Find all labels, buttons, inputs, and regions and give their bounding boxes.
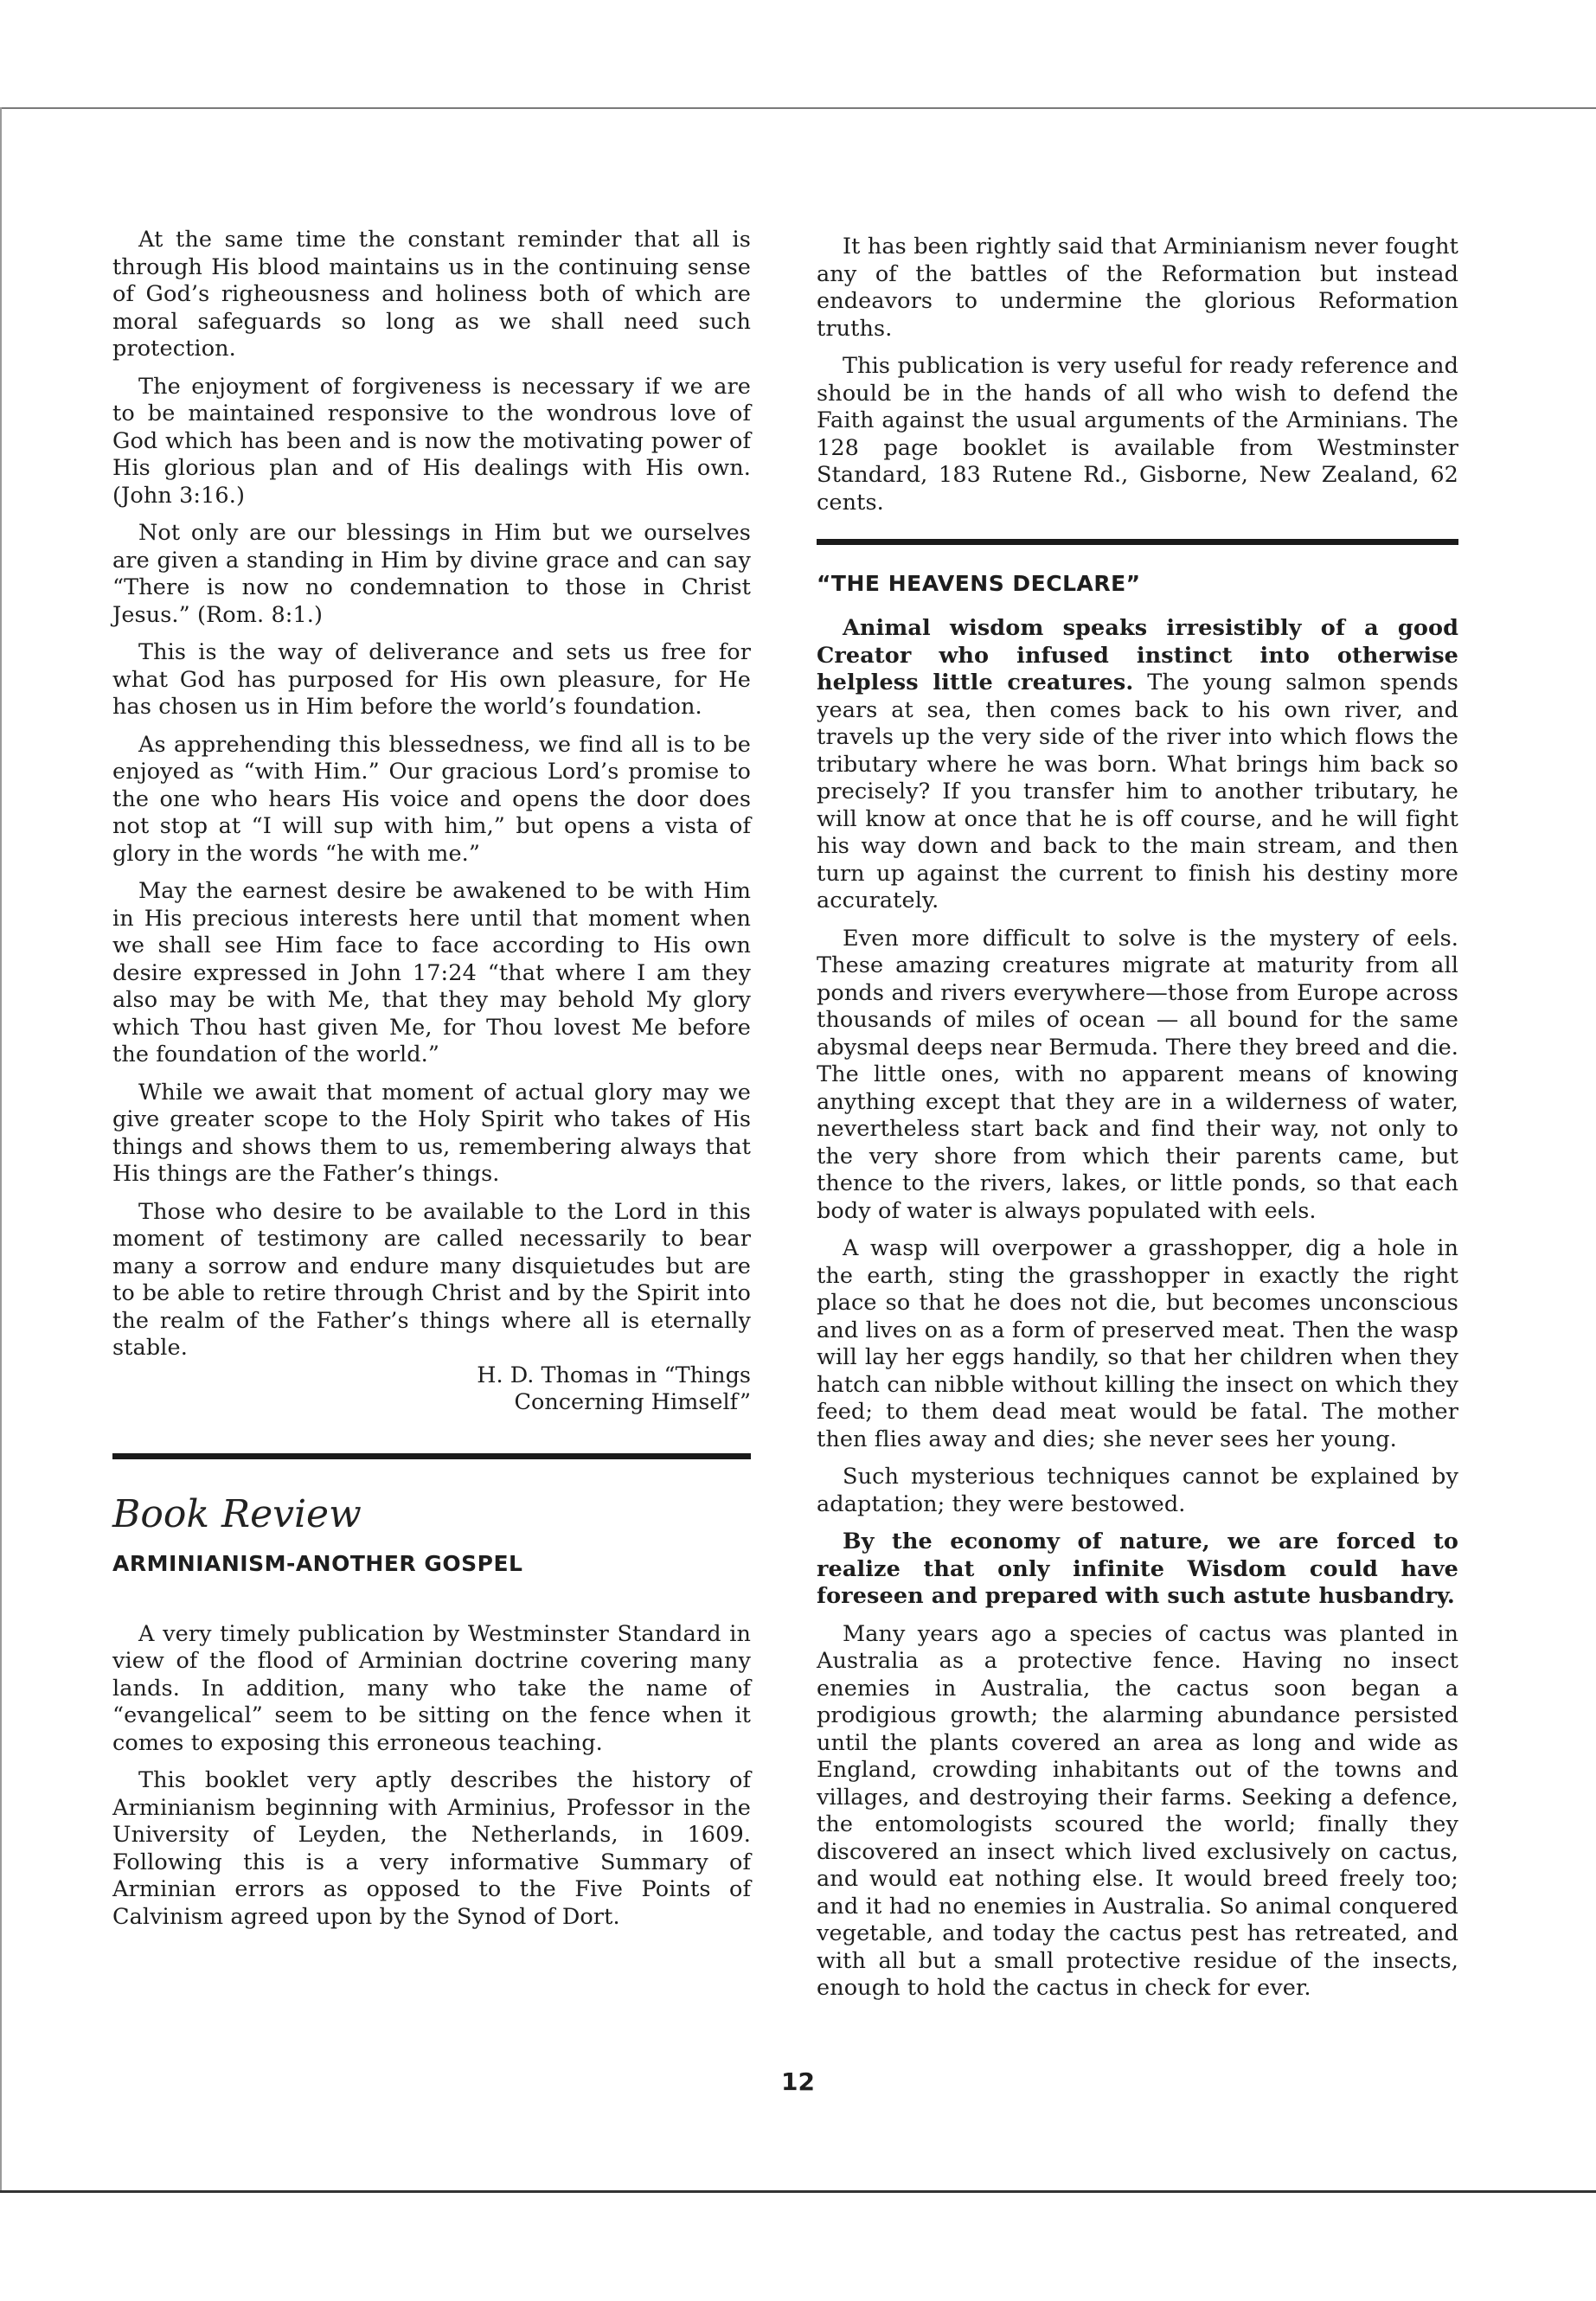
- paragraph: This publication is very useful for ready reference and should be in the hands of all who wish to defend the Faith against the usual arguments of the Arminians. The 128 page booklet is available from Westminster Standard, 183 Rutene Rd., Gisborne, New Zealand, 62 cents.: [817, 353, 1458, 516]
- attribution: [112, 1362, 751, 1417]
- left-column: [112, 227, 751, 1941]
- attribution-line: H. D. Thomas in “Things: [477, 1362, 751, 1388]
- bold-paragraph: By the economy of nature, we are forced to realize that only infinite Wisdom could have foreseen and prepared with such astute husbandry.: [817, 1529, 1458, 1609]
- page-number: 12: [781, 2067, 815, 2096]
- page-top-border: [0, 107, 1596, 109]
- paragraph: Such mysterious techniques cannot be explained by adaptation; they were bestowed.: [817, 1464, 1458, 1517]
- paragraph: May the earnest desire be awakened to be with Him in His precious interests here until that moment when we shall see Him face to face according to His own desire expressed in John 17:24 “that where I am they also may be with Me, that they may behold My glory which Thou hast given Me, for Thou lovest Me before the foundation of the world.”: [112, 878, 751, 1067]
- attribution-line: Concerning Himself”: [514, 1389, 751, 1415]
- paragraph: It has been rightly said that Arminianism never fought any of the battles of the Reformation but instead endeavors to undermine the glorious Reformation truths.: [817, 234, 1458, 342]
- section-divider: [112, 1453, 751, 1459]
- paragraph: At the same time the constant reminder that all is through His blood maintains us in the continuing sense of God’s righeousness and holiness both of which are moral safeguards so long as we shall need such protection.: [112, 227, 751, 362]
- paragraph: This booklet very aptly describes the history of Arminianism beginning with Arminius, Professor in the University of Leyden, the Netherlands, in 1609. Following this is a very informative Summary of Arminian errors as opposed to the Five Points of Calvinism agreed upon by the Synod of Dort.: [112, 1767, 751, 1930]
- paragraph: As apprehending this blessedness, we find all is to be enjoyed as “with Him.” Our gracious Lord’s promise to the one who hears His voice and opens the door does not stop at “I will sup with him,” but opens a vista of glory in the words “he with me.”: [112, 731, 751, 867]
- paragraph: Even more difficult to solve is the mystery of eels. These amazing creatures migrate at maturity from all ponds and rivers everywhere—those from Europe across thousands of miles of ocean — all bound for the same abysmal deeps near Bermuda. There they breed and die. The little ones, with no apparent means of knowing anything except that they are in a wilderness of water, nevertheless start back and find their way, not only to the very shore from which their parents came, but thence to the rivers, lakes, or little ponds, so that each body of water is always populated with eels.: [817, 925, 1458, 1224]
- paragraph: This is the way of deliverance and sets us free for what God has purposed for His own pleasure, for He has chosen us in Him before the world’s foundation.: [112, 639, 751, 720]
- paragraph: While we await that moment of actual glory may we give greater scope to the Holy Spirit who takes of His things and shows them to us, remembering always that His things are the Father’s things.: [112, 1079, 751, 1187]
- intro-bold-text: Animal wisdom speaks irresistibly of a good Creator who infused instinct into otherwise helpless little creatures.: [817, 615, 1458, 695]
- intro-paragraph: [817, 615, 1458, 915]
- page-bottom-border: [0, 2190, 1596, 2193]
- intro-text: The young salmon spends years at sea, then comes back to his own river, and travels up the very side of the river into which flows the tributary where he was born. What brings him back so precisely? If you transfer him to another tributary, he will know at once that he is off course, and he will fight his way down and back to the main stream, and then turn up against the current to finish his destiny more accurately.: [817, 670, 1458, 913]
- paragraph: Many years ago a species of cactus was planted in Australia as a protective fence. Having no insect enemies in Australia, the cactus soon began a prodigious growth; the alarming abundance persisted until the plants covered an area as long and wide as England, crowding inhabitants out of the towns and villages, and destroying their farms. Seeking a defence, the entomologists scoured the world; finally they discovered an insect which lived exclusively on cactus, and would eat nothing else. It would breed freely too; and it had no enemies in Australia. So animal conquered vegetable, and today the cactus pest has retreated, and with all but a small protective residue of the insects, enough to hold the cactus in check for ever.: [817, 1620, 1458, 2001]
- right-column: [817, 234, 1458, 2013]
- paragraph: Not only are our blessings in Him but we ourselves are given a standing in Him by divine grace and can say “There is now no condemnation to those in Christ Jesus.” (Rom. 8:1.): [112, 520, 751, 628]
- article-heading: ARMINIANISM-ANOTHER GOSPEL: [112, 1550, 523, 1576]
- paragraph: Those who desire to be available to the Lord in this moment of testimony are called necessarily to bear many a sorrow and endure many disquietudes but are to be able to retire through Christ and by the Spirit into the realm of the Father’s things where all is eternally stable.: [112, 1198, 751, 1361]
- paragraph: A very timely publication by Westminster Standard in view of the flood of Arminian doctrine covering many lands. In addition, many who take the name of “evangelical” seem to be sitting on the fence when it comes to exposing this erroneous teaching.: [112, 1620, 751, 1756]
- section-title: Book Review: [112, 1491, 362, 1536]
- page-left-border: [0, 107, 2, 2192]
- paragraph: The enjoyment of forgiveness is necessary if we are to be maintained responsive to the wondrous love of God which has been and is now the motivating power of His glorious plan and of His dealings with His own. (John 3:16.): [112, 373, 751, 509]
- article-heading: “THE HEAVENS DECLARE”: [817, 571, 1141, 596]
- paragraph: A wasp will overpower a grasshopper, dig a hole in the earth, sting the grasshopper in exactly the right place so that he does not die, but becomes unconscious and lives on as a form of preserved meat. Then the wasp will lay her eggs handily, so that her children when they hatch can nibble without killing the insect on which they feed; to them dead meat would be fatal. The mother then flies away and dies; she never sees her young.: [817, 1235, 1458, 1452]
- section-divider: [817, 539, 1458, 545]
